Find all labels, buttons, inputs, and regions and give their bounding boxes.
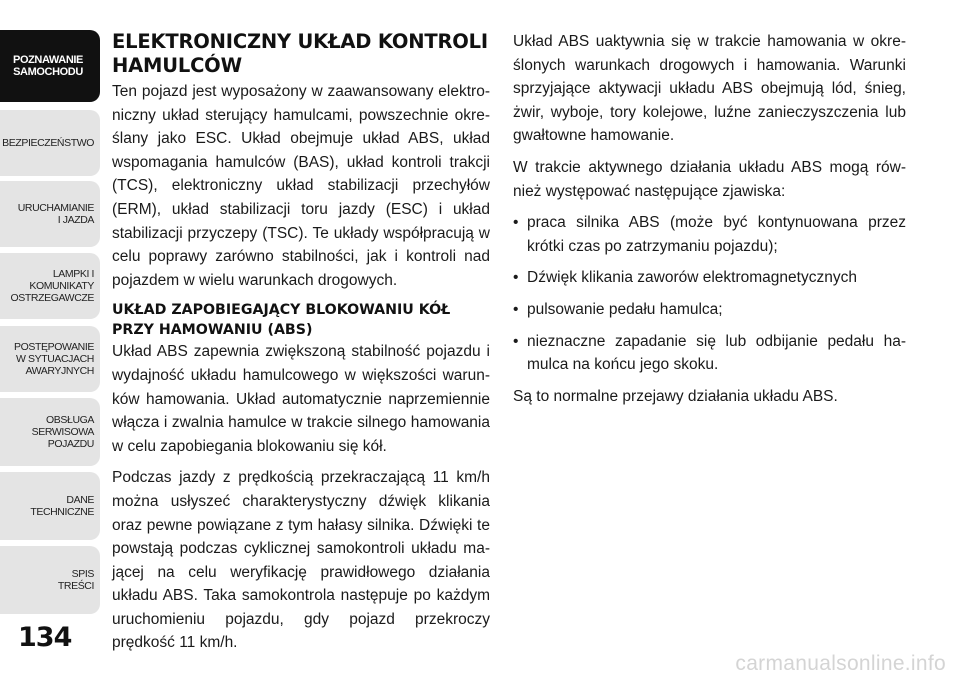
watermark: carmanualsonline.info [735,652,946,675]
speed-paragraph: Podczas jazdy z prędkością przekraczającą 11 km/h można usłyszeć charakterystyczny dźwięk klikania oraz pewne powiązane z tym hałasy silnika. Dźwięki te powstają podczas cyklicznej samokontroli układu mającej na celu weryfikację prawidłowego działania układu ABS. Taka samokontrola następuje po każdym uruchomieniu pojazdu, gdy pojazd przekroczy prędkość 11 km/h. [112,469,490,652]
list-item: • nieznaczne zapadanie się lub odbijanie pedału hamulca na końcu jego skoku. [513,330,906,377]
tab-lampki-i-komunikaty[interactable]: LAMPKI I KOMUNIKATY OSTRZEGAWCZE [0,253,100,319]
list-item: • Dźwięk klikania zaworów elektromagnetycznych [513,266,906,290]
intro-paragraph: Ten pojazd jest wyposażony w zaawansowany elektroniczny układ sterujący hamulcami, powszechnie określany jako ESC. Układ obejmuje układ ABS, układ wspomagania hamulców (BAS), układ kontroli trakcji (TCS), elektroniczny układ stabilizacji przechyłów (ERM), układ stabilizacji toru jazdy (ESC) i układ stabilizacji przyczepy (TSC). Te układy współpracują w celu poprawy zarówno stabilności, jak i kontroli nad pojazdem w wielu warunkach drogowych. [112,83,490,289]
abs-subheading: UKŁAD ZAPOBIEGAJĄCY BLOKOWANIU KÓŁ PRZY HAMOWANIU (ABS) [112,302,451,339]
page-number: 134 [18,622,72,653]
left-column [112,30,490,663]
abs-paragraph: Układ ABS zapewnia zwiększoną stabilność pojazdu i wydajność układu hamulcowego w większości warunków hamowania. Układ automatycznie naprzemiennie włącza i zwalnia hamulce w trakcie silnego hamowania w celu zapobiegania blokowaniu się kół. [112,343,490,455]
activation-paragraph: Układ ABS uaktywnia się w trakcie hamowania w określonych warunkach drogowych i hamowania. Warunki sprzyjające aktywacji układu ABS obejmują lód, śnieg, żwir, wyboje, tory kolejowe, luźne zanieczyszczenia lub gwałtowne hamowanie. [513,33,906,145]
chapter-sidebar [0,0,100,678]
list-item: • praca silnika ABS (może być kontynuowana przez krótki czas po zatrzymaniu pojazdu); [513,211,906,258]
tab-spis-tresci[interactable]: SPIS TREŚCI [0,546,100,614]
phenomena-intro: W trakcie aktywnego działania układu ABS mogą również występować następujące zjawiska: [513,158,906,200]
list-item: • pulsowanie pedału hamulca; [513,298,906,322]
tab-poznawanie-samochodu[interactable]: POZNAWANIE SAMOCHODU [0,30,100,102]
right-column [513,30,906,416]
phenomena-list [513,211,906,377]
section-heading: ELEKTRONICZNY UKŁAD KONTROLI HAMULCÓW [112,30,488,77]
tab-postepowanie-awaryjne[interactable]: POSTĘPOWANIE W SYTUACJACH AWARYJNYCH [0,326,100,392]
tab-obsluga-serwisowa[interactable]: OBSŁUGA SERWISOWA POJAZDU [0,398,100,466]
tab-dane-techniczne[interactable]: DANE TECHNICZNE [0,472,100,540]
tab-bezpieczenstwo[interactable]: BEZPIECZEŃSTWO [0,110,100,176]
tab-uruchamianie-i-jazda[interactable]: URUCHAMIANIE I JAZDA [0,181,100,247]
closing-paragraph: Są to normalne przejawy działania układu ABS. [513,387,838,405]
